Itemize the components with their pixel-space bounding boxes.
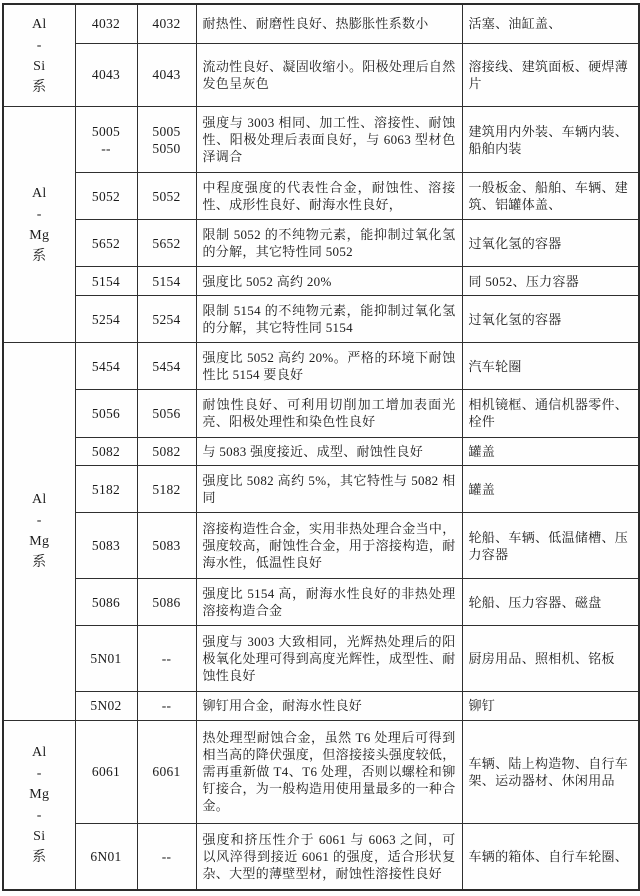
alloy-equivalent-code-cell	[137, 823, 196, 890]
alloy-properties-cell: 流动性良好、凝固收缩小。阳极处理后自然发色呈灰色	[196, 43, 462, 107]
alloy-equivalent-code-cell	[137, 720, 196, 823]
alloy-equivalent-code-line: 5050	[152, 140, 181, 156]
table-row	[3, 513, 639, 579]
alloy-equivalent-code-line: 5052	[152, 188, 181, 204]
alloy-code-line: 5454	[91, 358, 121, 374]
alloy-code-cell	[75, 437, 137, 466]
alloy-equivalent-code-line: 5454	[152, 358, 181, 374]
alloy-equivalent-code-cell	[137, 466, 196, 513]
table-row	[3, 43, 639, 107]
alloy-equivalent-code-cell	[137, 173, 196, 220]
table-row	[3, 823, 639, 890]
alloy-applications-cell: 车辆的箱体、自行车轮圈、	[462, 823, 639, 890]
alloy-code-cell	[75, 466, 137, 513]
alloy-properties-cell: 限制 5052 的不纯物元素，能抑制过氧化氢的分解，其它特性同 5052	[196, 220, 462, 267]
alloy-code-cell	[75, 43, 137, 107]
alloy-equivalent-code-cell	[137, 343, 196, 390]
alloy-code-cell	[75, 220, 137, 267]
alloy-equivalent-code-cell	[137, 4, 196, 43]
alloy-applications-cell: 铆钉	[462, 692, 639, 721]
alloy-equivalent-code-line: --	[161, 651, 172, 667]
series-label-cell	[3, 4, 75, 107]
alloy-table	[2, 3, 640, 891]
table-row	[3, 173, 639, 220]
alloy-code-cell	[75, 513, 137, 579]
alloy-properties-cell: 强度比 5052 高约 20%	[196, 267, 462, 296]
alloy-applications-cell: 罐盖	[462, 437, 639, 466]
alloy-applications-cell: 建筑用内外装、车辆内装、船舶内装	[462, 107, 639, 173]
alloy-equivalent-code-line: 4032	[152, 16, 181, 32]
alloy-properties-cell: 强度比 5052 高约 20%。严格的环境下耐蚀性比 5154 要良好	[196, 343, 462, 390]
alloy-code-cell	[75, 390, 137, 437]
alloy-applications-cell: 一般板金、船舶、车辆、建筑、铝罐体盖、	[462, 173, 639, 220]
alloy-code-cell	[75, 720, 137, 823]
alloy-code-line: 5182	[91, 481, 121, 497]
alloy-equivalent-code-line: 6061	[152, 764, 181, 780]
table-row	[3, 579, 639, 626]
series-label-line: Al	[31, 744, 47, 760]
alloy-properties-cell: 中程度强度的代表性合金，耐蚀性、溶接性、成形性良好、耐海水性良好，	[196, 173, 462, 220]
alloy-equivalent-code-cell	[137, 692, 196, 721]
alloy-properties-cell: 强度比 5154 高，耐海水性良好的非热处理溶接构造合金	[196, 579, 462, 626]
alloy-code-cell	[75, 343, 137, 390]
alloy-equivalent-code-cell	[137, 43, 196, 107]
alloy-code-line: 5056	[91, 405, 121, 421]
alloy-applications-cell: 活塞、油缸盖、	[462, 4, 639, 43]
alloy-properties-cell: 溶接构造性合金，实用非热处理合金当中，强度较高，耐蚀性合金，用于溶接构造，耐海水性，低温性良好	[196, 513, 462, 579]
alloy-table-body	[3, 4, 639, 890]
series-label-line: -	[36, 37, 42, 53]
series-label-line: 系	[32, 248, 47, 264]
alloy-properties-cell: 热处理型耐蚀合金，虽然 T6 处理后可得到相当高的降伏强度，但溶接接头强度较低，需再重新做 T4、T6 处理，否则以螺栓和铆钉接合，为一般构造用使用量最多的一种合金。	[196, 720, 462, 823]
alloy-code-cell	[75, 267, 137, 296]
alloy-equivalent-code-line: 5056	[152, 405, 181, 421]
alloy-code-line: 4032	[91, 16, 121, 32]
alloy-code-line: 5652	[91, 235, 121, 251]
alloy-code-cell	[75, 4, 137, 43]
alloy-code-line: 5083	[91, 538, 121, 554]
alloy-equivalent-code-line: 5083	[152, 538, 181, 554]
alloy-properties-cell: 强度与 3003 相同、加工性、溶接性、耐蚀性、阳极处理后表面良好，与 6063 型材色泽调合	[196, 107, 462, 173]
alloy-code-line: 5082	[91, 443, 121, 459]
alloy-code-line: 5005	[91, 123, 121, 139]
alloy-applications-cell: 轮船、压力容器、磁盘	[462, 579, 639, 626]
alloy-code-cell	[75, 823, 137, 890]
alloy-code-line: 5052	[91, 188, 121, 204]
alloy-applications-cell: 厨房用品、照相机、铭板	[462, 626, 639, 692]
alloy-properties-cell: 耐蚀性良好、可利用切削加工增加表面光亮、阳极处理性和染色性良好	[196, 390, 462, 437]
alloy-equivalent-code-cell	[137, 437, 196, 466]
series-label-line: 系	[32, 79, 47, 95]
alloy-code-line: --	[101, 140, 111, 156]
alloy-applications-cell: 轮船、车辆、低温储槽、压力容器	[462, 513, 639, 579]
alloy-applications-cell: 过氧化氢的容器	[462, 220, 639, 267]
alloy-equivalent-code-cell	[137, 295, 196, 342]
series-label-cell	[3, 107, 75, 343]
alloy-applications-cell: 罐盖	[462, 466, 639, 513]
table-row	[3, 220, 639, 267]
alloy-code-line: 5086	[91, 594, 121, 610]
alloy-equivalent-code-line: --	[161, 848, 172, 864]
alloy-code-line: 5N02	[90, 698, 122, 714]
alloy-code-line: 5254	[91, 311, 121, 327]
alloy-properties-cell: 与 5083 强度接近、成型、耐蚀性良好	[196, 437, 462, 466]
alloy-applications-cell: 过氧化氢的容器	[462, 295, 639, 342]
series-label-line: Si	[33, 58, 46, 74]
alloy-equivalent-code-cell	[137, 579, 196, 626]
table-row	[3, 692, 639, 721]
table-row	[3, 437, 639, 466]
alloy-properties-cell: 强度比 5082 高约 5%，其它特性与 5082 相同	[196, 466, 462, 513]
alloy-equivalent-code-cell	[137, 390, 196, 437]
series-label-line: -	[36, 513, 42, 529]
alloy-applications-cell: 同 5052、压力容器	[462, 267, 639, 296]
series-label-line: Mg	[29, 534, 50, 550]
alloy-equivalent-code-line: 5182	[152, 481, 181, 497]
alloy-equivalent-code-line: 4043	[152, 67, 181, 83]
alloy-equivalent-code-line: 5005	[152, 123, 181, 139]
alloy-equivalent-code-line: 5154	[152, 273, 181, 289]
table-row	[3, 626, 639, 692]
series-label-cell	[3, 343, 75, 721]
alloy-code-line: 6N01	[90, 848, 122, 864]
alloy-code-line: 4043	[91, 67, 121, 83]
alloy-code-cell	[75, 579, 137, 626]
alloy-properties-cell: 强度和挤压性介于 6061 与 6063 之间，可以风淬得到接近 6061 的强度，适合形状复杂、大型的薄壁型材，耐蚀性溶接性良好	[196, 823, 462, 890]
table-row	[3, 4, 639, 43]
table-row	[3, 343, 639, 390]
alloy-code-cell	[75, 107, 137, 173]
table-row	[3, 466, 639, 513]
series-label-cell	[3, 720, 75, 890]
alloy-equivalent-code-cell	[137, 220, 196, 267]
alloy-code-cell	[75, 692, 137, 721]
series-label-line: Mg	[29, 227, 50, 243]
alloy-applications-cell: 汽车轮圈	[462, 343, 639, 390]
alloy-code-cell	[75, 295, 137, 342]
alloy-equivalent-code-line: 5086	[152, 594, 181, 610]
alloy-equivalent-code-line: 5082	[152, 443, 181, 459]
series-label-line: Si	[33, 828, 46, 844]
series-label-line: Mg	[29, 786, 50, 802]
table-row	[3, 720, 639, 823]
alloy-equivalent-code-cell	[137, 107, 196, 173]
alloy-code-cell	[75, 173, 137, 220]
series-label-line: -	[36, 765, 42, 781]
alloy-code-line: 6061	[91, 764, 121, 780]
series-label-line: 系	[32, 849, 47, 865]
series-label-line: 系	[32, 555, 47, 571]
alloy-equivalent-code-line: --	[161, 698, 172, 714]
table-row	[3, 295, 639, 342]
alloy-code-cell	[75, 626, 137, 692]
series-label-line: Al	[31, 185, 47, 201]
alloy-properties-cell: 铆钉用合金，耐海水性良好	[196, 692, 462, 721]
alloy-equivalent-code-line: 5652	[152, 235, 181, 251]
series-label-line: -	[36, 807, 42, 823]
series-label-line: Al	[31, 16, 47, 32]
alloy-code-line: 5N01	[90, 651, 122, 667]
series-label-line: -	[36, 206, 42, 222]
table-row	[3, 267, 639, 296]
alloy-equivalent-code-line: 5254	[152, 311, 181, 327]
alloy-properties-cell: 强度与 3003 大致相同，光辉热处理后的阳极氧化处理可得到高度光辉性，成型性、耐蚀性良好	[196, 626, 462, 692]
table-row	[3, 390, 639, 437]
alloy-applications-cell: 车辆、陆上构造物、自行车架、运动器材、休闲用品	[462, 720, 639, 823]
alloy-properties-cell: 耐热性、耐磨性良好、热膨胀性系数小	[196, 4, 462, 43]
alloy-properties-cell: 限制 5154 的不纯物元素，能抑制过氧化氢的分解，其它特性同 5154	[196, 295, 462, 342]
alloy-applications-cell: 相机镜框、通信机器零件、栓件	[462, 390, 639, 437]
alloy-equivalent-code-cell	[137, 513, 196, 579]
series-label-line: Al	[31, 492, 47, 508]
table-row	[3, 107, 639, 173]
alloy-equivalent-code-cell	[137, 267, 196, 296]
alloy-applications-cell: 溶接线、建筑面板、硬焊薄片	[462, 43, 639, 107]
alloy-code-line: 5154	[91, 273, 121, 289]
alloy-equivalent-code-cell	[137, 626, 196, 692]
